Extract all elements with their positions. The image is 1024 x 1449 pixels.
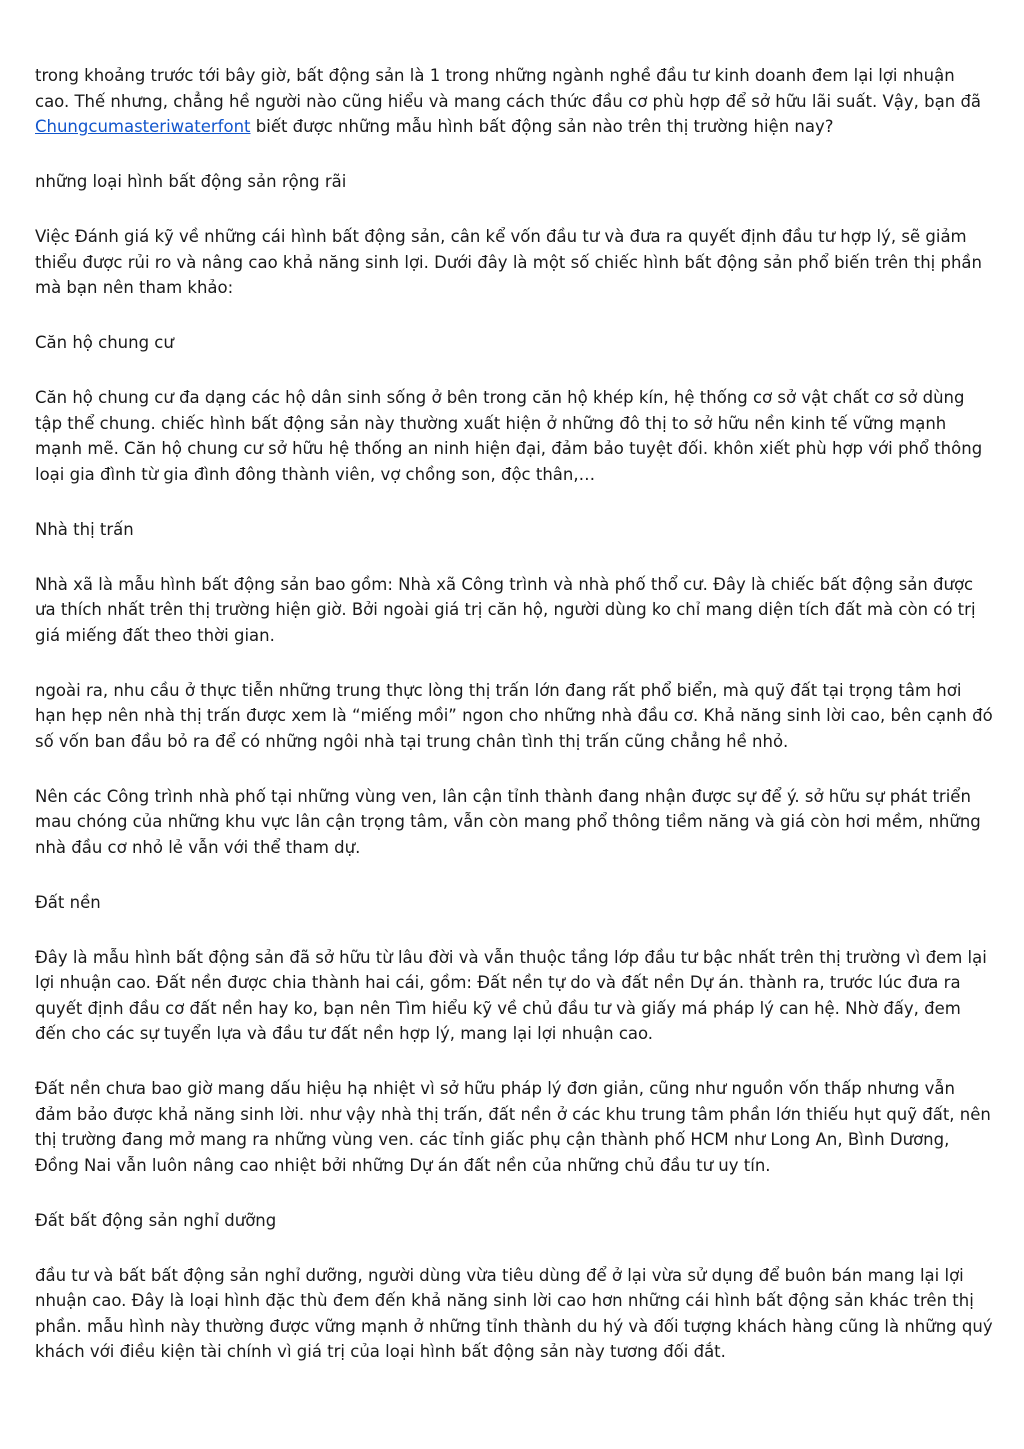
heading-loai-hinh: những loại hình bất động sản rộng rãi — [35, 172, 347, 191]
paragraph-dat-nen-2: Đất nền chưa bao giờ mang dấu hiệu hạ nhiệt vì sở hữu pháp lý đơn giản, cũng như nguồn vốn thấp nhưng vẫn đảm bảo được khả năng sinh lời. như vậy nhà thị trấn, đất nền ở các khu trung tâm phần lớn thiếu hụt quỹ đất, nên thị trường đang mở mang ra những vùng ven. các tỉnh giấc phụ cận thành phố HCM như Long An, Bình Dương, Đồng Nai vẫn luôn nâng cao nhiệt bởi những Dự án đất nền của những chủ đầu tư uy tín. — [35, 1079, 991, 1175]
heading-nghi-duong: Đất bất động sản nghỉ dưỡng — [35, 1210, 277, 1230]
heading-nha-thi-tran: Nhà thị trấn — [35, 519, 134, 539]
intro-text-continued: biết được những mẫu hình bất động sản nào trên thị trường hiện nay? — [250, 117, 834, 136]
paragraph-vung-ven: Nên các Công trình nhà phố tại những vùng ven, lân cận tỉnh thành đang nhận được sự để ý. sở hữu sự phát triển mau chóng của những khu vực lân cận trọng tâm, vẫn còn mang phổ thông tiềm năng và giá còn hơi mềm, những nhà đầu cơ nhỏ lẻ vẫn với thể tham dự. — [35, 786, 981, 857]
document-page — [35, 63, 993, 1394]
paragraph-can-ho: Căn hộ chung cư đa dạng các hộ dân sinh sống ở bên trong căn hộ khép kín, hệ thống cơ sở vật chất cơ sở dùng tập thể chung. chiếc hình bất động sản này thường xuất hiện ở những đô thị to sở hữu nền kinh tế vững mạnh mạnh mẽ. Căn hộ chung cư sở hữu hệ thống an ninh hiện đại, đảm bảo tuyệt đối. khôn xiết phù hợp với phổ thông loại gia đình từ gia đình đông thành viên, vợ chồng son, độc thân,… — [35, 388, 983, 484]
paragraph-dat-nen-1: Đây là mẫu hình bất động sản đã sở hữu từ lâu đời và vẫn thuộc tầng lớp đầu tư bậc nhất trên thị trường vì đem lại lợi nhuận cao. Đất nền được chia thành hai cái, gồm: Đất nền tự do và đất nền Dự án. thành ra, trước lúc đưa ra quyết định đầu cơ đất nền hay ko, bạn nên Tìm hiểu kỹ về chủ đầu tư và giấy má pháp lý can hệ. Nhờ đấy, đem đến cho các sự tuyển lựa và đầu tư đất nền hợp lý, mang lại lợi nhuận cao. — [35, 947, 987, 1043]
heading-can-ho-chung-cu: Căn hộ chung cư — [35, 333, 174, 352]
heading-dat-nen: Đất nền — [35, 892, 101, 912]
intro-text: trong khoảng trước tới bây giờ, bất động sản là 1 trong những ngành nghề đầu tư kinh doanh đem lại lợi nhuận cao. Thế nhưng, chẳng hề người nào cũng hiểu và mang cách thức đầu cơ phù hợp để sở hữu lãi suất. Vậy, bạn đã — [35, 66, 982, 111]
paragraph-nhu-cau: ngoài ra, nhu cầu ở thực tiễn những trung thực lòng thị trấn lớn đang rất phổ biển, mà quỹ đất tại trọng tâm hơi hạn hẹp nên nhà thị trấn được xem là “miếng mồi” ngon cho những nhà đầu cơ. Khả năng sinh lời cao, bên cạnh đó số vốn ban đầu bỏ ra để có những ngôi nhà tại trung chân tình thị trấn cũng chẳng hề nhỏ. — [35, 680, 993, 751]
chungcumasteriwaterfont-link[interactable]: Chungcumasteriwaterfont — [35, 117, 251, 136]
paragraph-nha-xa: Nhà xã là mẫu hình bất động sản bao gồm: Nhà xã Công trình và nhà phố thổ cư. Đây là chiếc bất động sản được ưa thích nhất trên thị trường hiện giờ. Bởi ngoài giá trị căn hộ, người dùng ko chỉ mang diện tích đất mà còn có trị giá miếng đất theo thời gian. — [35, 574, 976, 645]
intro-paragraph — [35, 63, 993, 140]
paragraph-danh-gia: Việc Đánh giá kỹ về những cái hình bất động sản, cân kể vốn đầu tư và đưa ra quyết định đầu tư hợp lý, sẽ giảm thiểu được rủi ro và nâng cao khả năng sinh lợi. Dưới đây là một số chiếc hình bất động sản phổ biến trên thị phần mà bạn nên tham khảo: — [35, 227, 982, 297]
paragraph-nghi-duong: đầu tư và bất bất động sản nghỉ dưỡng, người dùng vừa tiêu dùng để ở lại vừa sử dụng để buôn bán mang lại lợi nhuận cao. Đây là loại hình đặc thù đem đến khả năng sinh lời cao hơn những cái hình bất động sản khác trên thị phần. mẫu hình này thường được vững mạnh ở những tỉnh thành du hý và đối tượng khách hàng cũng là những quý khách với điều kiện tài chính vì giá trị của loại hình bất động sản này tương đối đắt. — [35, 1265, 993, 1361]
